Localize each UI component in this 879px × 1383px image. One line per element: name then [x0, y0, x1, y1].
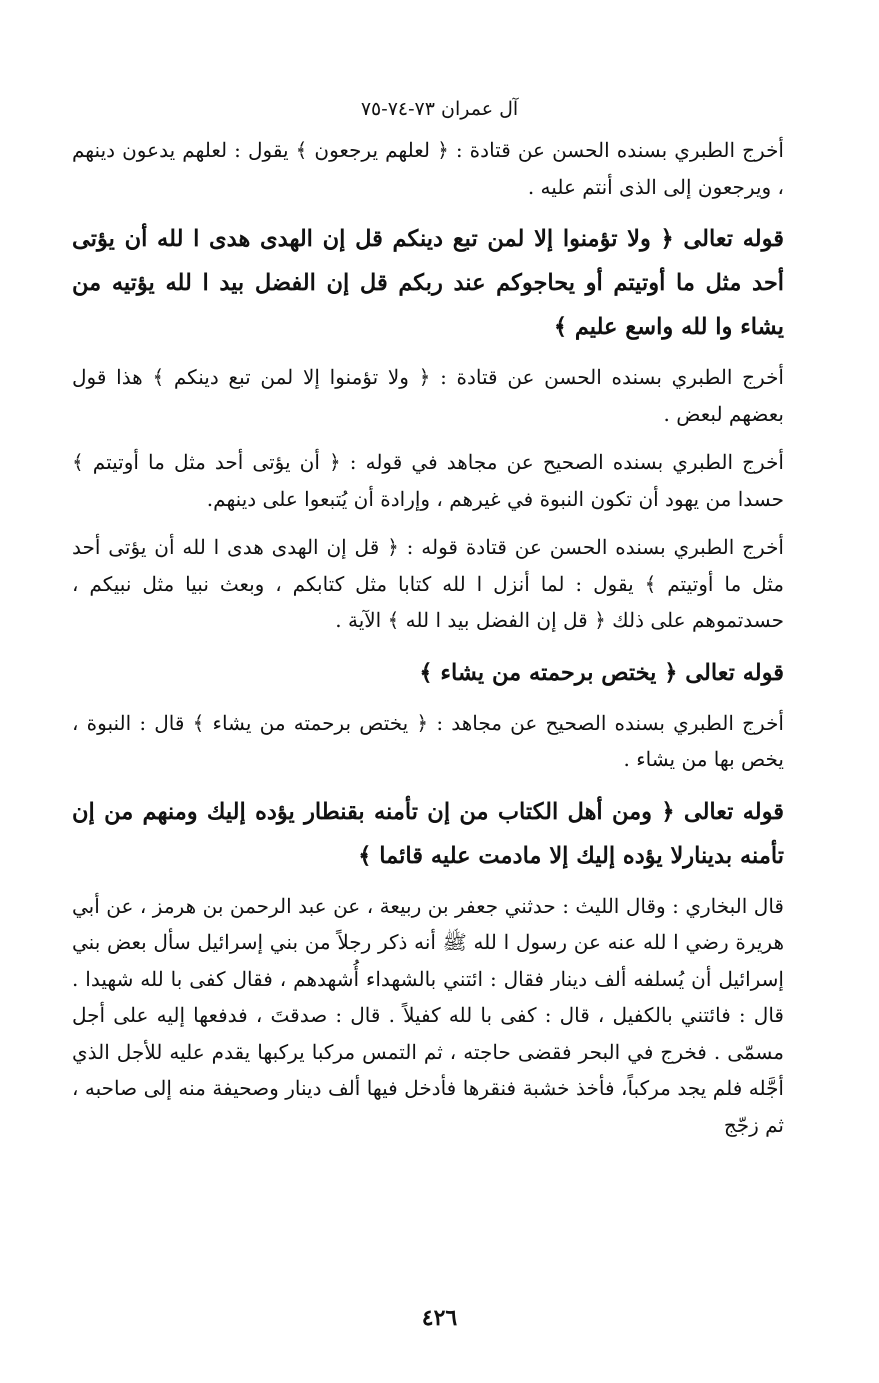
page-number: ٤٢٦: [421, 1305, 458, 1331]
verse-heading: قوله تعالى ﴿ يختص برحمته من يشاء ﴾: [419, 659, 784, 686]
page-body: [72, 132, 784, 1155]
verse-heading: قوله تعالى ﴿ ومن أهل الكتاب من إن تأمنه بقنطار يؤده إليك ومنهم من إن تأمنه بدينارلا يؤده إليك إلا مادمت عليه قائما ﴾: [72, 798, 784, 869]
running-header: آل عمران ٧٣-٧٤-٧٥: [360, 98, 519, 120]
paragraph: قال البخاري : وقال الليث : حدثني جعفر بن ربيعة ، عن عبد الرحمن بن هرمز ، عن أبي هريرة رضي ا لله عنه عن رسول ا لله ﷺ أنه ذكر رجلاً من بني إسرائيل سأل بعض بني إسرائيل أن يُسلفه ألف دينار فقال : ائتني بالشهداء أُشهدهم ، فقال كفى با لله شهيدا . قال : فائتني بالكفيل ، قال : كفى با لله كفيلاً . قال : صدقتَ ، فدفعها إليه على أجل مسمّى . فخرج في البحر فقضى حاجته ، ثم التمس مركبا يركبها يقدم عليه للأجل الذي أجَّله فلم يجد مركباً، فأخذ خشبة فنقرها فأدخل فيها ألف دينار وصحيفة منه إلى صاحبه ، ثم زجّج: [72, 893, 784, 1137]
paragraph: أخرج الطبري بسنده الصحيح عن مجاهد في قوله : ﴿ أن يؤتى أحد مثل ما أوتيتم ﴾ حسدا من يهود أن تكون النبوة في غيرهم ، وإرادة أن يُتبعوا على دينهم.: [72, 450, 784, 511]
paragraph: أخرج الطبري بسنده الحسن عن قتادة : ﴿ ولا تؤمنوا إلا لمن تبع دينكم ﴾ هذا قول بعضهم لبعض .: [72, 365, 784, 426]
paragraph: أخرج الطبري بسنده الصحيح عن مجاهد : ﴿ يختص برحمته من يشاء ﴾ قال : النبوة ، يخص بها من يشاء .: [72, 710, 784, 771]
paragraph: أخرج الطبري بسنده الحسن عن قتادة قوله : ﴿ قل إن الهدى هدى ا لله أن يؤتى أحد مثل ما أوتيتم ﴾ يقول : لما أنزل ا لله كتابا مثل كتابكم ، وبعث نبيا مثل نبيكم ، حسدتموهم على ذلك ﴿ قل إن الفضل بيد ا لله ﴾ الآية .: [72, 535, 784, 632]
paragraph: أخرج الطبري بسنده الحسن عن قتادة : ﴿ لعلهم يرجعون ﴾ يقول : لعلهم يدعون دينهم ، ويرجعون إلى الذى أنتم عليه .: [72, 138, 784, 199]
verse-heading: قوله تعالى ﴿ ولا تؤمنوا إلا لمن تبع دينكم قل إن الهدى هدى ا لله أن يؤتى أحد مثل ما أوتيتم أو يحاجوكم عند ربكم قل إن الفضل بيد ا لله يؤتيه من يشاء وا لله واسع عليم ﴾: [72, 226, 784, 340]
